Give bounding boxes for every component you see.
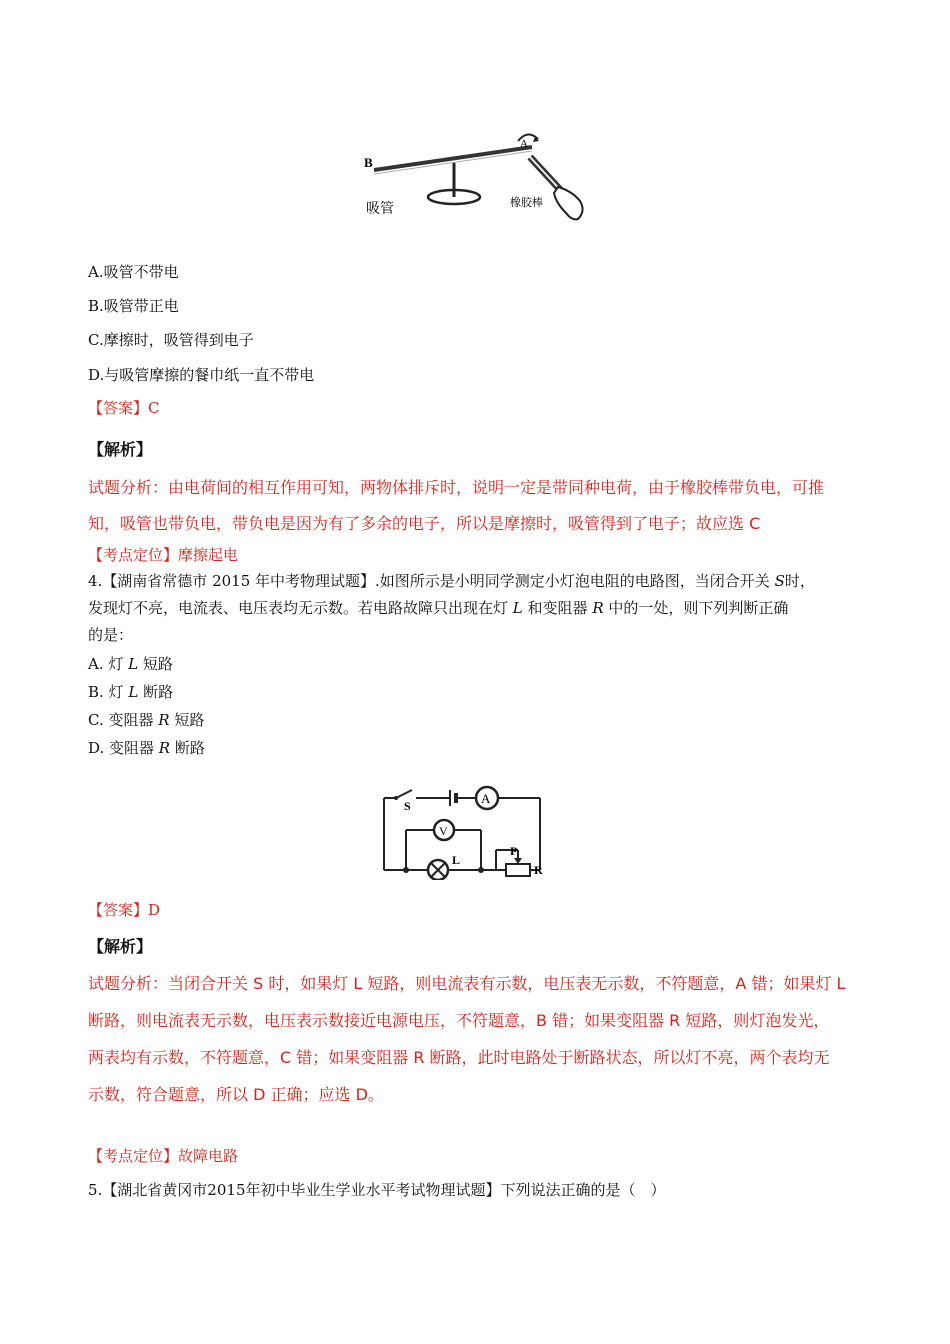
q4-stem-line-1	[88, 571, 815, 591]
option-suffix: 断路	[170, 739, 205, 757]
q4-stem-part-1: 4.【湖南省常德市 2015 年中考物理试题】.如图所示是小明同学测定小灯泡电阻的电路图，当闭合开关	[88, 572, 770, 590]
option-var: R	[158, 739, 171, 757]
answer-value: D	[148, 901, 161, 919]
q4-suffix-time: 时，	[784, 572, 815, 590]
straw-figure	[360, 125, 600, 225]
option-prefix: B. 灯	[88, 683, 129, 701]
q5-stem: 5.【湖北省黄冈市2015年初中毕业生学业水平考试物理试题】下列说法正确的是（ ）	[88, 1181, 666, 1199]
circuit-label-s: S	[404, 799, 411, 813]
q4-var-r: R	[592, 599, 604, 617]
label-straw: 吸管	[366, 201, 394, 217]
point-value: 故障电路	[178, 1147, 239, 1165]
q4-option-c	[88, 710, 204, 730]
q3-answer	[88, 398, 160, 418]
q4-mid-text: 中的一处，则下列判断正确	[608, 599, 789, 617]
option-prefix: C. 变阻器	[88, 711, 159, 729]
option-suffix: 短路	[169, 711, 205, 729]
q3-option-d: D.与吸管摩擦的餐巾纸一直不带电	[88, 366, 315, 384]
q4-option-a	[88, 654, 173, 674]
option-var: R	[158, 711, 170, 729]
q4-analysis-line-4: 示数，符合题意，所以 D 正确；应选 D。	[88, 1085, 384, 1104]
q4-analysis-label: 【解析】	[88, 937, 153, 956]
point-label: 【考点定位】	[88, 1147, 179, 1165]
q3-analysis-label: 【解析】	[88, 440, 153, 459]
circuit-diagram	[376, 780, 556, 880]
q3-option-a: A.吸管不带电	[88, 263, 179, 281]
q4-analysis-line-1: 试题分析：当闭合开关 S 时，如果灯 L 短路，则电流表有示数，电压表无示数，不符题意，A 错；如果灯 L	[88, 974, 846, 993]
q4-stem-part-2: 发现灯不亮，电流表、电压表均无示数。若电路故障只出现在灯	[88, 599, 509, 617]
q4-stem-line-2	[88, 598, 788, 618]
q3-knowledge-point	[88, 545, 238, 565]
q3-analysis-line-2: 知，吸管也带负电，带负电是因为有了多余的电子，所以是摩擦时，吸管得到了电子；故应选 C	[88, 514, 761, 533]
q4-var-s: S	[774, 572, 785, 590]
q4-stem-line-3: 的是：	[88, 626, 134, 644]
answer-label: 【答案】	[88, 399, 149, 417]
q4-and-text: 和变阻器	[527, 599, 588, 617]
point-value: 摩擦起电	[178, 546, 239, 564]
q4-analysis-line-2: 断路，则电流表无示数，电压表示数接近电源电压，不符题意，B 错；如果变阻器 R 短路，则灯泡发光，	[88, 1011, 830, 1030]
label-rod: 橡胶棒	[510, 196, 543, 209]
circuit-label-p: P	[510, 844, 518, 858]
point-label: 【考点定位】	[88, 546, 179, 564]
circuit-label-r: R	[534, 863, 543, 877]
q4-option-d	[88, 738, 205, 758]
option-suffix: 短路	[138, 655, 173, 673]
q4-answer	[88, 900, 160, 920]
circuit-label-a: A	[481, 791, 491, 806]
q4-analysis-line-3: 两表均有示数，不符题意，C 错；如果变阻器 R 断路，此时电路处于断路状态，所以灯不亮，两个表均无	[88, 1048, 830, 1067]
q3-option-c: C.摩擦时，吸管得到电子	[88, 331, 254, 349]
circuit-label-v: V	[439, 824, 448, 838]
option-prefix: D. 变阻器	[88, 739, 159, 757]
q3-analysis-line-1: 试题分析：由电荷间的相互作用可知，两物体排斥时，说明一定是带同种电荷，由于橡胶棒带负电，可推	[88, 478, 825, 497]
option-suffix: 断路	[138, 683, 174, 701]
circuit-label-l: L	[452, 853, 461, 867]
option-var: L	[128, 683, 139, 701]
answer-value: C	[148, 399, 160, 417]
answer-label: 【答案】	[88, 901, 149, 919]
q4-var-l: L	[512, 599, 523, 617]
label-a: A	[520, 138, 528, 150]
q3-option-b: B.吸管带正电	[88, 297, 179, 315]
q4-knowledge-point	[88, 1146, 238, 1166]
option-var: L	[128, 655, 139, 673]
q4-option-b	[88, 682, 173, 702]
option-prefix: A. 灯	[88, 655, 129, 673]
label-b: B	[364, 155, 373, 170]
